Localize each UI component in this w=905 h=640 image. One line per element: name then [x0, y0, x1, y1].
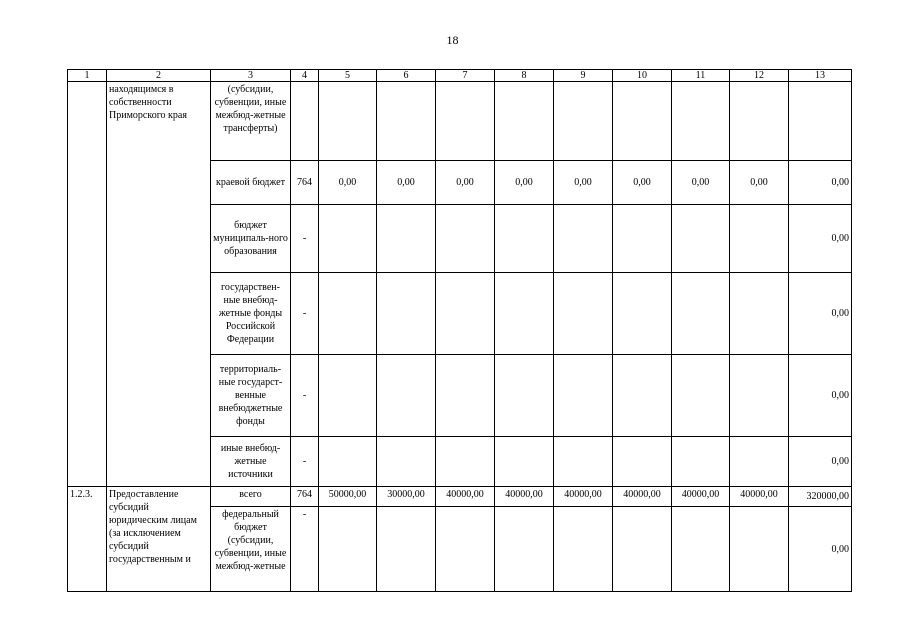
- column-header: 11: [672, 70, 730, 82]
- funding-source: государствен-ные внебюд-жетные фонды Российской Федерации: [211, 273, 291, 355]
- year-value: [377, 437, 436, 487]
- budget-code: 764: [291, 161, 319, 205]
- year-value: [495, 437, 554, 487]
- year-value: [672, 82, 730, 161]
- total-value: [789, 82, 852, 161]
- year-value: [377, 507, 436, 592]
- year-value: [377, 82, 436, 161]
- funding-source: территориаль-ные государст-венные внебюджетные фонды: [211, 355, 291, 437]
- column-header: 9: [554, 70, 613, 82]
- year-value: 30000,00: [377, 487, 436, 507]
- year-value: [554, 82, 613, 161]
- year-value: [613, 355, 672, 437]
- year-value: [495, 355, 554, 437]
- item-name: находящимся в собственности Приморского края: [107, 82, 211, 487]
- year-value: [436, 273, 495, 355]
- year-value: 0,00: [672, 161, 730, 205]
- total-value: 0,00: [789, 507, 852, 592]
- year-value: [672, 205, 730, 273]
- column-header: 2: [107, 70, 211, 82]
- funding-source: всего: [211, 487, 291, 507]
- year-value: [613, 437, 672, 487]
- column-header: 3: [211, 70, 291, 82]
- year-value: [495, 507, 554, 592]
- column-number-row: [68, 70, 852, 82]
- budget-code: -: [291, 437, 319, 487]
- year-value: [319, 273, 377, 355]
- funding-source: краевой бюджет: [211, 161, 291, 205]
- item-number: 1.2.3.: [68, 487, 107, 592]
- year-value: 0,00: [319, 161, 377, 205]
- year-value: [730, 205, 789, 273]
- year-value: [730, 355, 789, 437]
- table-row: [68, 82, 852, 161]
- item-number: [68, 82, 107, 487]
- year-value: [613, 507, 672, 592]
- year-value: [672, 273, 730, 355]
- total-value: 0,00: [789, 355, 852, 437]
- year-value: [730, 82, 789, 161]
- year-value: [554, 437, 613, 487]
- year-value: [554, 507, 613, 592]
- column-header: 4: [291, 70, 319, 82]
- column-header: 13: [789, 70, 852, 82]
- year-value: [613, 82, 672, 161]
- budget-table: [67, 69, 852, 592]
- total-value: 0,00: [789, 161, 852, 205]
- year-value: [436, 355, 495, 437]
- budget-code: [291, 82, 319, 161]
- year-value: [319, 437, 377, 487]
- year-value: [436, 507, 495, 592]
- year-value: [495, 273, 554, 355]
- year-value: [436, 205, 495, 273]
- total-value: 0,00: [789, 205, 852, 273]
- item-name: Предоставление субсидий юридическим лицам (за исключением субсидий государственным и: [107, 487, 211, 592]
- column-header: 1: [68, 70, 107, 82]
- year-value: 0,00: [730, 161, 789, 205]
- year-value: 0,00: [613, 161, 672, 205]
- total-value: 0,00: [789, 437, 852, 487]
- year-value: 0,00: [436, 161, 495, 205]
- year-value: 40000,00: [554, 487, 613, 507]
- funding-source: иные внебюд-жетные источники: [211, 437, 291, 487]
- year-value: [319, 355, 377, 437]
- year-value: [436, 82, 495, 161]
- total-value: 320000,00: [789, 487, 852, 507]
- column-header: 10: [613, 70, 672, 82]
- total-value: 0,00: [789, 273, 852, 355]
- page-number: 18: [446, 33, 459, 47]
- year-value: 40000,00: [730, 487, 789, 507]
- year-value: 0,00: [495, 161, 554, 205]
- funding-source: бюджет муниципаль-ного образования: [211, 205, 291, 273]
- column-header: 8: [495, 70, 554, 82]
- budget-code: 764: [291, 487, 319, 507]
- year-value: 40000,00: [436, 487, 495, 507]
- year-value: [672, 437, 730, 487]
- year-value: [730, 507, 789, 592]
- year-value: 0,00: [377, 161, 436, 205]
- year-value: [377, 273, 436, 355]
- year-value: [554, 205, 613, 273]
- year-value: [554, 273, 613, 355]
- budget-code: -: [291, 273, 319, 355]
- year-value: [319, 507, 377, 592]
- column-header: 5: [319, 70, 377, 82]
- year-value: [495, 82, 554, 161]
- year-value: [377, 355, 436, 437]
- column-header: 12: [730, 70, 789, 82]
- column-header: 6: [377, 70, 436, 82]
- year-value: 40000,00: [613, 487, 672, 507]
- funding-source: (субсидии, субвенции, иные межбюд-жетные трансферты): [211, 82, 291, 161]
- year-value: [613, 273, 672, 355]
- year-value: 40000,00: [495, 487, 554, 507]
- year-value: [730, 437, 789, 487]
- year-value: [672, 507, 730, 592]
- year-value: 40000,00: [672, 487, 730, 507]
- year-value: [730, 273, 789, 355]
- year-value: [554, 355, 613, 437]
- budget-code: -: [291, 355, 319, 437]
- budget-code: -: [291, 205, 319, 273]
- year-value: [613, 205, 672, 273]
- table-row: [68, 487, 852, 507]
- column-header: 7: [436, 70, 495, 82]
- year-value: 50000,00: [319, 487, 377, 507]
- funding-source: федеральный бюджет (субсидии, субвенции, иные межбюд-жетные: [211, 507, 291, 592]
- year-value: [319, 205, 377, 273]
- year-value: [672, 355, 730, 437]
- year-value: [377, 205, 436, 273]
- year-value: [319, 82, 377, 161]
- year-value: [495, 205, 554, 273]
- budget-code: -: [291, 507, 319, 592]
- year-value: 0,00: [554, 161, 613, 205]
- year-value: [436, 437, 495, 487]
